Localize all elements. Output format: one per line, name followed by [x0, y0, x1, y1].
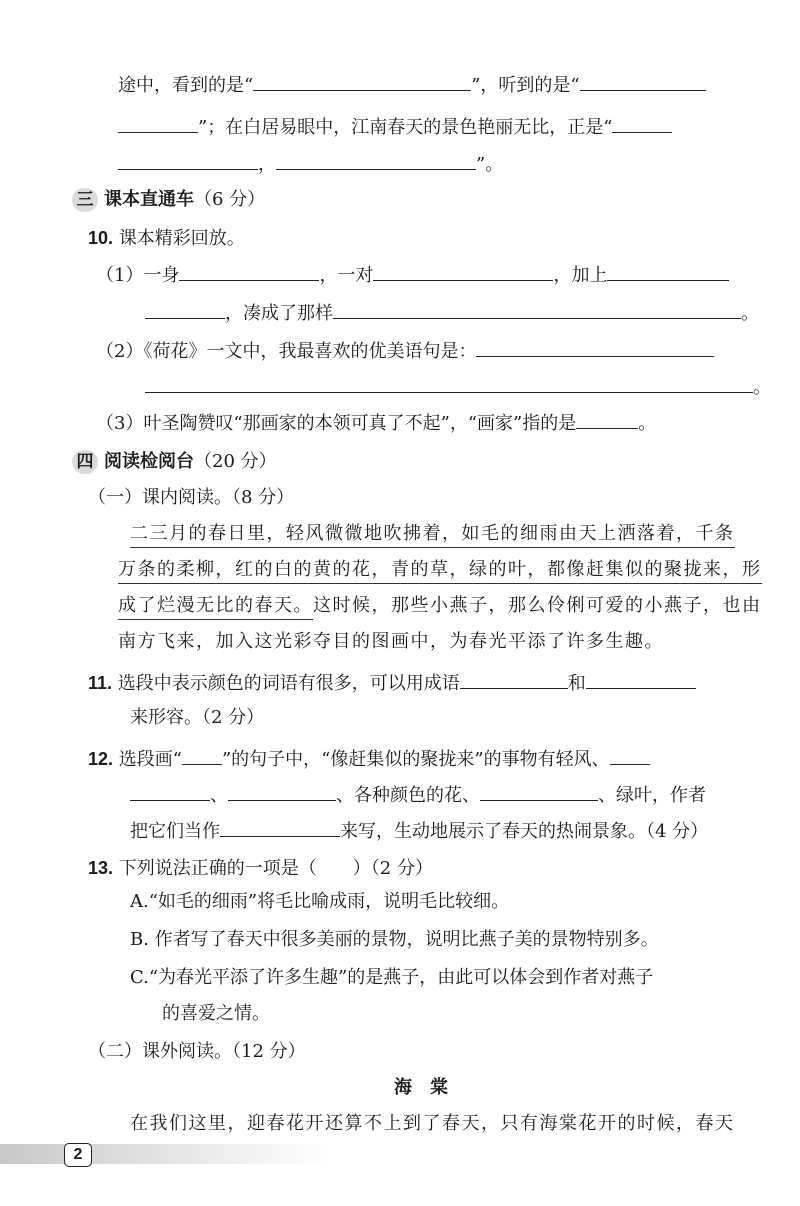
intro-line-3	[118, 151, 503, 177]
blank[interactable]	[145, 374, 753, 393]
blank[interactable]	[373, 262, 553, 281]
section-score: （6 分）	[194, 189, 266, 210]
passage-line-2	[118, 558, 762, 582]
blank[interactable]	[182, 746, 222, 765]
section-title: 课本直通车	[104, 189, 194, 210]
blank[interactable]	[586, 670, 696, 689]
blank[interactable]	[610, 746, 650, 765]
question-number: 13.	[88, 858, 114, 878]
question-text: 、绿叶，作者	[598, 785, 706, 806]
blank[interactable]	[607, 262, 729, 281]
underlined-text: 成了烂漫无比的春天。	[118, 595, 313, 620]
question-text: （1）一身	[96, 265, 180, 286]
underlined-text: 万条的柔柳，红的白的黄的花，青的草，绿的叶，都像赶集似的聚拢来，形	[118, 559, 762, 584]
q10-part2-line2	[145, 374, 771, 400]
blank[interactable]	[576, 410, 638, 429]
blank[interactable]	[580, 72, 706, 91]
blank[interactable]	[476, 338, 714, 357]
blank[interactable]	[145, 300, 225, 319]
intro-text: ”；在白居易眼中，江南春天的景色艳丽无比，正是“	[198, 117, 613, 138]
question-text: 。	[741, 303, 759, 324]
question-text: 下列说法正确的一项是（ ）（2 分）	[118, 858, 433, 879]
question-text: ，一对	[319, 265, 374, 286]
page-number: 2	[64, 1143, 92, 1167]
section-3-header	[72, 188, 265, 212]
underlined-text: 二三月的春日里，轻风微微地吹拂着，如毛的细雨由天上洒落着，千条	[130, 523, 735, 548]
question-12-line3	[130, 818, 708, 844]
passage-line-1	[130, 522, 735, 546]
intro-text: ，	[258, 154, 276, 175]
question-text: 和	[567, 673, 586, 694]
question-number: 11.	[88, 673, 113, 693]
intro-text: 途中，看到的是“	[118, 75, 254, 96]
blank[interactable]	[612, 114, 672, 133]
question-text: （2）《荷花》一文中，我最喜欢的优美语句是：	[96, 341, 477, 362]
q10-part1-line1	[96, 262, 729, 288]
question-12	[88, 746, 650, 772]
passage-line-3	[118, 594, 762, 618]
passage-line-4: 南方飞来，加入这光彩夺目的图画中，为春光平添了许多生趣。	[118, 631, 664, 652]
question-11-cont: 来形容。（2 分）	[130, 707, 265, 728]
question-text: ，加上	[553, 265, 608, 286]
section-badge: 四	[72, 450, 98, 474]
question-text: 、各种颜色的花、	[336, 785, 480, 806]
question-text: （3）叶圣陶赞叹“那画家的本领可真了不起”，“画家”指的是	[96, 413, 577, 434]
question-text: 。	[753, 377, 771, 398]
blank[interactable]	[480, 782, 598, 801]
option-a[interactable]: A.“如毛的细雨”将毛比喻成雨，说明毛比较细。	[130, 891, 510, 912]
blank[interactable]	[130, 782, 210, 801]
question-text: 来写，生动地展示了春天的热闹景象。（4 分）	[340, 821, 709, 842]
question-text: 、	[210, 785, 228, 806]
option-b[interactable]: B. 作者写了春天中很多美丽的景物，说明比燕子美的景物特别多。	[130, 929, 659, 950]
section-4-header	[72, 450, 277, 474]
blank[interactable]	[118, 114, 198, 133]
section-badge: 三	[72, 188, 98, 212]
question-10	[88, 226, 245, 251]
q10-part3	[96, 410, 656, 436]
option-c-cont: 的喜爱之情。	[162, 1003, 270, 1024]
blank[interactable]	[220, 818, 340, 837]
section-score: （20 分）	[194, 451, 277, 472]
question-text: ，凑成了那样	[225, 303, 333, 324]
blank[interactable]	[253, 72, 471, 91]
blank[interactable]	[179, 262, 319, 281]
intro-line-2	[118, 114, 672, 140]
question-12-line2	[130, 782, 706, 808]
part1-title: （一）课内阅读。（8 分）	[88, 487, 295, 508]
question-text: ”的句子中，“像赶集似的聚拢来”的事物有轻风、	[221, 749, 610, 770]
blank[interactable]	[333, 300, 741, 319]
question-11	[88, 670, 696, 696]
article-title: 海棠	[394, 1077, 466, 1098]
passage-text: 这时候，那些小燕子，那么伶俐可爱的小燕子，也由	[313, 595, 762, 616]
blank[interactable]	[118, 151, 258, 170]
question-text: 选段中表示颜色的词语有很多，可以用成语	[117, 673, 460, 694]
blank[interactable]	[228, 782, 336, 801]
q10-part1-line2	[145, 300, 759, 326]
intro-text: ”。	[476, 154, 504, 175]
q10-part2-line1	[96, 338, 714, 364]
question-13	[88, 856, 433, 881]
option-c[interactable]: C.“为春光平添了许多生趣”的是燕子，由此可以体会到作者对燕子	[130, 967, 654, 988]
question-text: 把它们当作	[130, 821, 220, 842]
intro-line-1	[118, 72, 706, 98]
question-number: 10.	[88, 228, 114, 248]
question-text: 课本精彩回放。	[118, 228, 245, 249]
part2-title: （二）课外阅读。（12 分）	[88, 1041, 306, 1062]
question-text: 。	[638, 413, 657, 434]
article-line-1: 在我们这里，迎春花开还算不上到了春天，只有海棠花开的时候，春天	[130, 1113, 735, 1134]
blank[interactable]	[460, 670, 568, 689]
question-number: 12.	[88, 749, 114, 769]
footer-bar	[0, 1144, 330, 1164]
blank[interactable]	[276, 151, 476, 170]
question-text: 选段画“	[118, 749, 182, 770]
intro-text: ”，听到的是“	[471, 75, 580, 96]
section-title: 阅读检阅台	[104, 451, 194, 472]
